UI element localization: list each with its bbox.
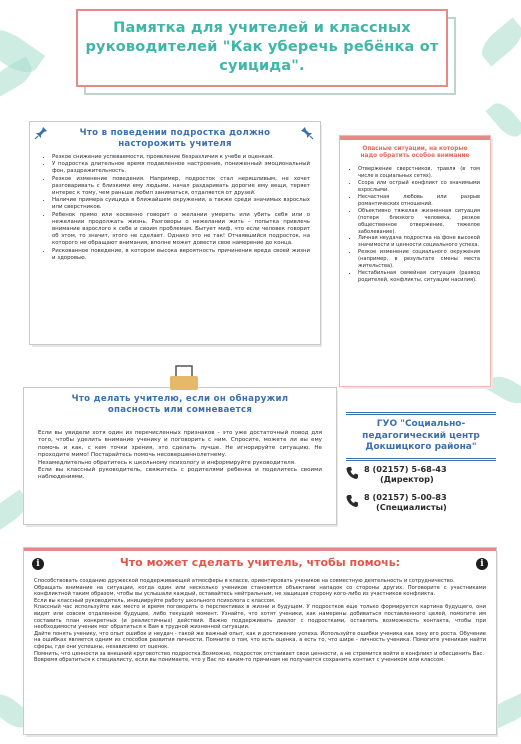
- phone-row-2: [346, 492, 496, 512]
- paragraph: Классный час используйте как место и время поговорить о перспективах в жизни и будущем. У подростков еще только формируется картина будущего, они видят или совсем отдаленное будущее, либо текущий момент. Узнайте, что хотят ученики, как намерены добиваться поставленного целей, помогите им составить план конкретных (и реалистичных) действий. Важно поддерживать диалог с подростками, оставлять возможность контакта, чтобы при необходимости ученик мог обратиться к Вам в трудной жизненной ситуации.: [34, 604, 486, 631]
- list-item: • Личная неудача подростка на фоне высокой значимости и ценности социального успеха.: [358, 235, 480, 249]
- list-item: • Наличие примера суицида в ближайшем окружении, а также среди значимых взрослых или сверстников.: [52, 197, 310, 211]
- paragraph: Помнить, что ценности за внешний круговотство подростка.Возможно, подросток отстаивает свои ценности, а не стремится войти в конфликт и обесценить Вас.: [34, 650, 485, 657]
- actions-heading: Что делать учителю, если он обнаружил опасность или сомневается: [71, 394, 289, 415]
- list-item: • Нестабильная семейная ситуация (развод родителей, конфликты, ситуации насилия).: [358, 270, 480, 284]
- list-item: • Резкое изменение социального окружения (например, в результате смены места жительства).: [358, 249, 480, 270]
- behavior-heading: Что в поведении подростка должно насторожить учителя: [79, 128, 271, 149]
- role-2: (Специалисты): [376, 502, 447, 512]
- paragraph: Способствовать созданию дружеской поддерживающей атмосферы в классе, ориентировать учеников на совместную деятельность и сотрудничество.: [34, 578, 455, 584]
- role-1: (Директор): [380, 474, 434, 484]
- help-card: [24, 548, 496, 734]
- list-item: • Ссора или острый конфликт со значимыми взрослыми.: [358, 180, 480, 194]
- list-item: • Объективно тяжелая жизненная ситуация (потеря близкого человека, резкое общественное отвержение, тяжелое заболевание).: [358, 208, 480, 236]
- pushpin-icon: [34, 126, 48, 140]
- title-box: [76, 9, 448, 87]
- list-item: • Резкое изменение поведения. Например, подросток стал неряшливым, не хочет разговаривать с близкими ему людьми, начал раздаривать дорогие ему вещи, теряет интерес к тому, чем раньше любил заниматься, отдаляется от друзей.: [52, 176, 310, 198]
- card-top-stripe: [340, 136, 490, 140]
- phone-1[interactable]: 8 (02157) 5-68-43: [364, 464, 447, 474]
- decor-leaf-4: [485, 98, 521, 141]
- actions-body: [24, 416, 336, 482]
- actions-card: [24, 388, 336, 524]
- situations-heading: Опасные ситуации, на которые надо обратить особое внимание: [360, 146, 470, 160]
- phone-2[interactable]: 8 (02157) 5-00-83: [364, 492, 447, 502]
- page-title: Памятка для учителей и классных руководителей "Как уберечь ребёнка от суицида".: [85, 20, 439, 74]
- info-icon: i: [476, 558, 488, 570]
- card-top-stripe: [24, 548, 496, 551]
- paragraph: Если вы увидели хотя один из перечисленных признаков – это уже достаточный повод для того, чтобы уделить внимание ученику и поговорить с ним. Спросите, можете ли вы ему помочь и как, с кем точки зрения, это сделать лучше. Не игнорируйте ситуацию. Не проходите мимо! Постарайтесь помочь несовершеннолетнему.: [38, 430, 322, 459]
- paragraph: Вовремя обратиться к специалисту, если вы понимаете, что у Вас по каким-то причинам не получается сохранить контакт с учеником или классом.: [34, 657, 445, 664]
- situations-card: [340, 136, 490, 386]
- behavior-card: [30, 122, 320, 344]
- paragraph: Если вы классный руководитель, инициируйте работу школьного психолога с классом.: [34, 597, 276, 604]
- situations-list: [340, 160, 490, 283]
- list-item: • Резкое снижение успеваемости, проявление безразличия к учебе и оценкам.: [52, 154, 310, 161]
- paragraph: Дайте понять ученику, что опыт ошибок и неудач - такой же важный опыт, как и достижение успеха. Используйте ошибки ученика как зону его роста. Обучение на ошибках является одним из способов развития личности. Помните о том, что есть оценка, а есть то, что шире - личность ученика. Помогите ученикам найти сферы, где они успешны, независимо от оценок.: [34, 630, 486, 650]
- decor-leaf-3: [476, 17, 521, 66]
- decor-leaf-5: [486, 371, 521, 408]
- info-icon: i: [32, 558, 44, 570]
- phone-icon: [346, 466, 358, 480]
- paragraph: Незамедлительно обратитесь к школьному психологу и информируйте руководителя.: [38, 459, 296, 466]
- pushpin-icon: [300, 126, 314, 140]
- list-item: • Несчастная любовь или разрыв романтических отношений.: [358, 194, 480, 208]
- list-item: • У подростка длительное время подавленное настроение, пониженный эмоциональный фон, раздражительность.: [52, 161, 310, 175]
- help-heading: Что может сделать учитель, чтобы помочь:: [119, 556, 401, 569]
- contact-block: [346, 412, 496, 532]
- paragraph: Обращать внимание на ситуации, когда один или несколько учеников становятся объектами нападок со стороны других. Поговорите с участниками конфликтной таким образом, чтобы вы услышали каждый, оставайтесь нейтральным, не защищая сторону кого-либо из участников конфликта.: [34, 584, 486, 598]
- list-item: • Ребенок прямо или косвенно говорит о желании умереть или убить себя или о нежелании продолжать жизнь. Разговоры о нежелании жить – попытка привлечь внимание взрослого к себе и своим проблемам. Бытует миф, что если человек говорит об этом, то значит, этого не сделает. Однако это не так! Отчаявшийся подросток, на которого не обращают внимания, вполне может довести свое намерение до конца.: [52, 212, 310, 248]
- org-name: ГУО "Социально-педагогический центр Докшицкого района": [346, 412, 496, 461]
- paragraph: Если вы классный руководитель, свяжитесь с родителями ребенка и поделитесь своими наблюдениями.: [38, 467, 322, 481]
- binder-clip-icon: [164, 364, 204, 394]
- help-body: [24, 570, 496, 664]
- phone-row-1: [346, 464, 496, 484]
- behavior-list: [30, 150, 320, 262]
- phone-icon: [346, 494, 358, 508]
- list-item: • Отвержение сверстников, травля (в том числе в социальных сетях).: [358, 166, 480, 180]
- list-item: • Рискованное поведение, в котором высока вероятность причинения вреда своей жизни и здоровью.: [52, 248, 310, 262]
